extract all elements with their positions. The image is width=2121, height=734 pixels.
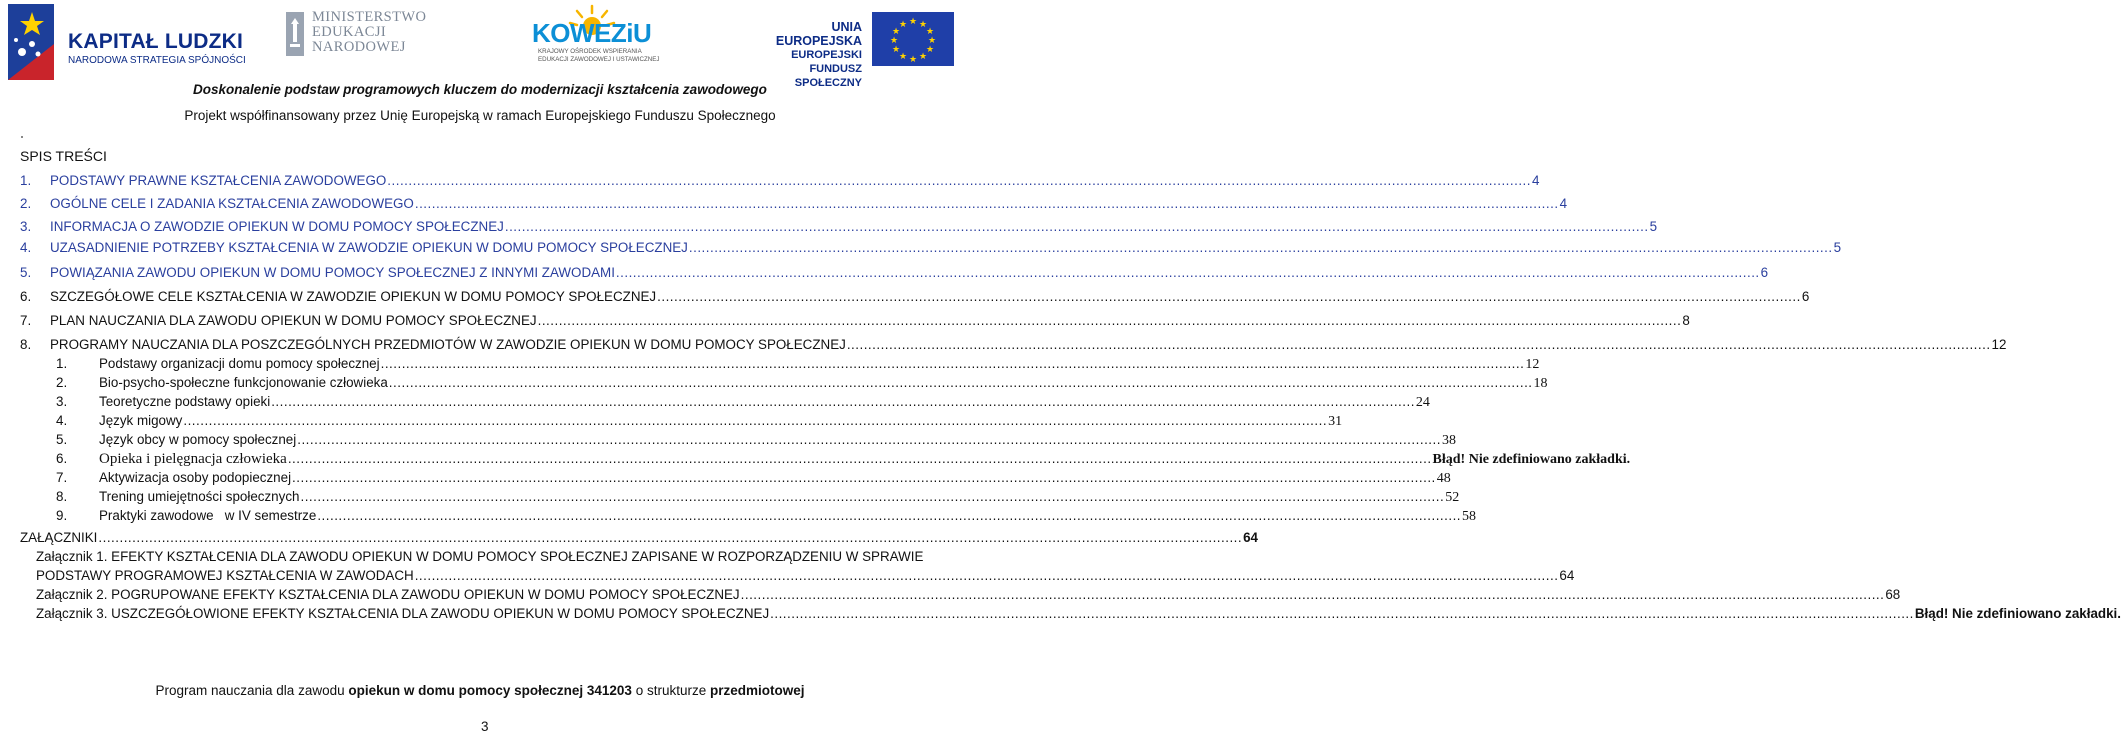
kowezu-wordmark: KOWEZiU xyxy=(532,18,652,48)
toc-leader-dots xyxy=(616,265,1760,280)
toc-annex-3[interactable] xyxy=(36,606,2121,621)
toc-entry-page: 6 xyxy=(1760,265,1769,280)
toc-bookmark-error: Błąd! Nie zdefiniowano zakładki. xyxy=(1432,452,1631,467)
svg-text:★: ★ xyxy=(908,55,918,65)
ministry-line-2: EDUKACJI xyxy=(312,24,387,40)
kowezu-sub-line-2: EDUKACJI ZAWODOWEJ I USTAWICZNEJ xyxy=(538,56,660,63)
toc-subentry-number: 7. xyxy=(56,470,68,485)
toc-subentry-number: 9. xyxy=(56,508,68,523)
toc-subentry-number: 8. xyxy=(56,489,68,504)
toc-entry-text: UZASADNIENIE POTRZEBY KSZTAŁCENIA W ZAWODZIE OPIEKUN W DOMU POMOCY SPOŁECZNEJ xyxy=(50,240,688,255)
toc-entry-page: 12 xyxy=(1991,337,2007,352)
toc-entry-number: 6. xyxy=(20,289,32,304)
toc-leader-dots xyxy=(381,356,1525,371)
toc-bookmark-error: Błąd! Nie zdefiniowano zakładki. xyxy=(1914,606,2121,621)
project-title: Doskonalenie podstaw programowych kluczem do modernizacji kształcenia zawodowego xyxy=(193,82,767,97)
toc-subentry-page: 12 xyxy=(1525,357,1540,372)
toc-subentry-text: Język migowy xyxy=(99,413,183,428)
toc-leader-dots xyxy=(415,196,1559,211)
toc-annex-heading-text: ZAŁĄCZNIKI xyxy=(20,530,98,545)
toc-entry-page: 6 xyxy=(1801,289,1810,304)
toc-leader-dots xyxy=(300,489,1444,504)
toc-annex-2[interactable] xyxy=(36,587,1901,602)
toc-leader-dots xyxy=(689,240,1833,255)
toc-leader-dots xyxy=(98,530,1242,545)
toc-leader-dots xyxy=(741,587,1885,602)
toc-subentry-text: Opieka i pielęgnacja człowieka xyxy=(99,451,287,467)
toc-subentry-text: Aktywizacja osoby podopiecznej xyxy=(99,470,292,485)
toc-annex-page: 68 xyxy=(1885,587,1901,602)
toc-subentry-page: 58 xyxy=(1462,509,1477,524)
toc-annex-1[interactable] xyxy=(36,568,1575,583)
toc-annex-page: 64 xyxy=(1559,568,1575,583)
toc-entry-page: 5 xyxy=(1649,219,1658,234)
svg-text:★: ★ xyxy=(925,45,935,55)
toc-leader-dots xyxy=(657,289,1801,304)
kowezu-sub-line-1: KRAJOWY OŚRODEK WSPIERANIA xyxy=(538,48,642,55)
toc-leader-dots xyxy=(317,508,1461,523)
svg-text:★: ★ xyxy=(898,20,908,30)
toc-entry-4[interactable] xyxy=(20,240,1842,255)
eu-line-2: EUROPEJSKI xyxy=(791,49,862,61)
toc-subentry-number: 6. xyxy=(56,451,68,466)
svg-text:★: ★ xyxy=(918,20,928,30)
svg-text:★: ★ xyxy=(891,45,901,55)
toc-annex-text: Załącznik 2. POGRUPOWANE EFEKTY KSZTAŁCENIA DLA ZAWODU OPIEKUN W DOMU POMOCY SPOŁECZNEJ xyxy=(36,587,740,602)
toc-entry-number: 5. xyxy=(20,265,32,280)
toc-leader-dots xyxy=(770,606,1914,621)
toc-subentry-text: Język obcy w pomocy społecznej xyxy=(99,432,297,447)
toc-entry-text: PROGRAMY NAUCZANIA DLA POSZCZEGÓLNYCH PRZEDMIOTÓW W ZAWODZIE OPIEKUN W DOMU POMOCY SPOŁECZNEJ xyxy=(50,337,846,352)
kapital-ludzki-title: KAPITAŁ LUDZKI xyxy=(68,30,244,53)
toc-subentry-number: 4. xyxy=(56,413,68,428)
toc-leader-dots xyxy=(297,432,1441,447)
toc-leader-dots xyxy=(183,413,1327,428)
toc-entry-text: INFORMACJA O ZAWODZIE OPIEKUN W DOMU POMOCY SPOŁECZNEJ xyxy=(50,219,504,234)
toc-subentry-text: Trening umiejętności społecznych xyxy=(99,489,300,504)
toc-annex-text: Załącznik 3. USZCZEGÓŁOWIONE EFEKTY KSZTAŁCENIA DLA ZAWODU OPIEKUN W DOMU POMOCY SPOŁECZNEJ xyxy=(36,606,770,621)
toc-subentry-4[interactable] xyxy=(20,413,1343,430)
toc-entry-text: SZCZEGÓŁOWE CELE KSZTAŁCENIA W ZAWODZIE OPIEKUN W DOMU POMOCY SPOŁECZNEJ xyxy=(50,289,657,304)
kapital-ludzki-subtitle: NARODOWA STRATEGIA SPÓJNOŚCI xyxy=(68,55,246,66)
toc-subentry-text: Bio-psycho-społeczne funkcjonowanie człowieka xyxy=(99,375,388,390)
toc-leader-dots xyxy=(538,313,1682,328)
toc-subentry-text: Teoretyczne podstawy opieki xyxy=(99,394,271,409)
toc-subentry-text: Podstawy organizacji domu pomocy społecznej xyxy=(99,356,380,371)
toc-subentry-page: 24 xyxy=(1415,395,1430,410)
svg-text:★: ★ xyxy=(927,36,937,46)
toc-subentry-5[interactable] xyxy=(20,432,1456,449)
toc-subentry-1[interactable] xyxy=(20,356,1540,373)
toc-entry-1[interactable] xyxy=(20,173,1540,188)
eu-line-3: FUNDUSZ SPOŁECZNY xyxy=(794,63,862,89)
toc-subentry-6[interactable] xyxy=(20,451,1631,468)
toc-title: SPIS TREŚCI xyxy=(20,148,107,164)
toc-entry-5[interactable] xyxy=(20,265,1769,280)
footer-prefix: Program nauczania dla zawodu xyxy=(155,683,349,698)
toc-subentry-2[interactable] xyxy=(20,375,1548,392)
ministry-line-1: MINISTERSTWO xyxy=(312,9,427,25)
toc-subentry-page: 52 xyxy=(1445,490,1460,505)
toc-subentry-7[interactable] xyxy=(20,470,1451,487)
toc-subentry-number: 5. xyxy=(56,432,68,447)
toc-entry-text: POWIĄZANIA ZAWODU OPIEKUN W DOMU POMOCY SPOŁECZNEJ Z INNYMI ZAWODAMI xyxy=(50,265,615,280)
ministry-line-3: NARODOWEJ xyxy=(312,39,406,55)
toc-entry-text: PODSTAWY PRAWNE KSZTAŁCENIA ZAWODOWEGO xyxy=(50,173,387,188)
toc-entry-number: 7. xyxy=(20,313,32,328)
toc-entry-3[interactable] xyxy=(20,219,1658,234)
toc-subentry-8[interactable] xyxy=(20,489,1460,506)
svg-text:★: ★ xyxy=(898,52,908,62)
svg-text:★: ★ xyxy=(889,36,899,46)
toc-annex-heading-page: 64 xyxy=(1243,530,1259,545)
toc-entry-text: PLAN NAUCZANIA DLA ZAWODU OPIEKUN W DOMU POMOCY SPOŁECZNEJ xyxy=(50,313,537,328)
toc-entry-number: 2. xyxy=(20,196,32,211)
toc-entry-text: OGÓLNE CELE I ZADANIA KSZTAŁCENIA ZAWODOWEGO xyxy=(50,196,414,211)
eu-line-1: UNIA EUROPEJSKA xyxy=(775,20,862,48)
toc-entry-6[interactable] xyxy=(20,289,1810,304)
toc-annex-1-line-2: PODSTAWY PROGRAMOWEJ KSZTAŁCENIA W ZAWODACH xyxy=(36,568,414,583)
toc-leader-dots xyxy=(387,173,1531,188)
toc-subentry-number: 1. xyxy=(56,356,68,371)
toc-subentry-9[interactable] xyxy=(20,508,1477,525)
toc-entry-7[interactable] xyxy=(20,313,1690,328)
toc-leader-dots xyxy=(288,451,1432,466)
svg-text:★: ★ xyxy=(891,27,901,37)
toc-subentry-number: 2. xyxy=(56,375,68,390)
toc-subentry-page: 18 xyxy=(1533,376,1548,391)
toc-subentry-text: Praktyki zawodowe w IV semestrze xyxy=(99,508,317,523)
toc-entry-page: 4 xyxy=(1532,173,1540,188)
toc-subentry-3[interactable] xyxy=(20,394,1430,411)
svg-text:★: ★ xyxy=(925,27,935,37)
toc-leader-dots xyxy=(415,568,1559,583)
toc-annex-1-line-1[interactable]: Załącznik 1. EFEKTY KSZTAŁCENIA DLA ZAWODU OPIEKUN W DOMU POMOCY SPOŁECZNEJ ZAPISANE W ROZPORZĄDZENIU W SPRAWIE xyxy=(36,549,924,564)
toc-entry-number: 1. xyxy=(20,173,32,188)
footer-structure: przedmiotowej xyxy=(709,683,805,698)
svg-text:★: ★ xyxy=(908,17,918,27)
toc-subentry-page: 38 xyxy=(1441,433,1456,448)
toc-entry-number: 4. xyxy=(20,240,32,255)
page-footer xyxy=(0,683,960,698)
toc-entry-page: 8 xyxy=(1682,313,1690,328)
toc-annex-heading[interactable] xyxy=(20,530,1259,545)
toc-subentry-page: 48 xyxy=(1436,471,1451,486)
toc-leader-dots xyxy=(292,470,1436,485)
toc-leader-dots xyxy=(847,337,1991,352)
toc-entry-8[interactable] xyxy=(20,337,2007,352)
project-cofinance-note: Projekt współfinansowany przez Unię Europejską w ramach Europejskiego Funduszu Społecznego xyxy=(184,108,776,123)
toc-entry-2[interactable] xyxy=(20,196,1568,211)
toc-entry-page: 5 xyxy=(1833,240,1842,255)
toc-entry-number: 3. xyxy=(20,219,32,234)
toc-leader-dots xyxy=(271,394,1415,409)
footer-middle: o strukturze xyxy=(631,683,710,698)
toc-subentry-page: 31 xyxy=(1328,414,1343,429)
svg-text:★: ★ xyxy=(918,52,928,62)
page-number: 3 xyxy=(481,719,489,734)
toc-leader-dots xyxy=(505,219,1649,234)
toc-entry-page: 4 xyxy=(1559,196,1568,211)
toc-subentry-number: 3. xyxy=(56,394,68,409)
footer-occupation: opiekun w domu pomocy społecznej 341203 xyxy=(348,683,632,698)
toc-leader-dots xyxy=(389,375,1533,390)
toc-entry-number: 8. xyxy=(20,337,32,352)
